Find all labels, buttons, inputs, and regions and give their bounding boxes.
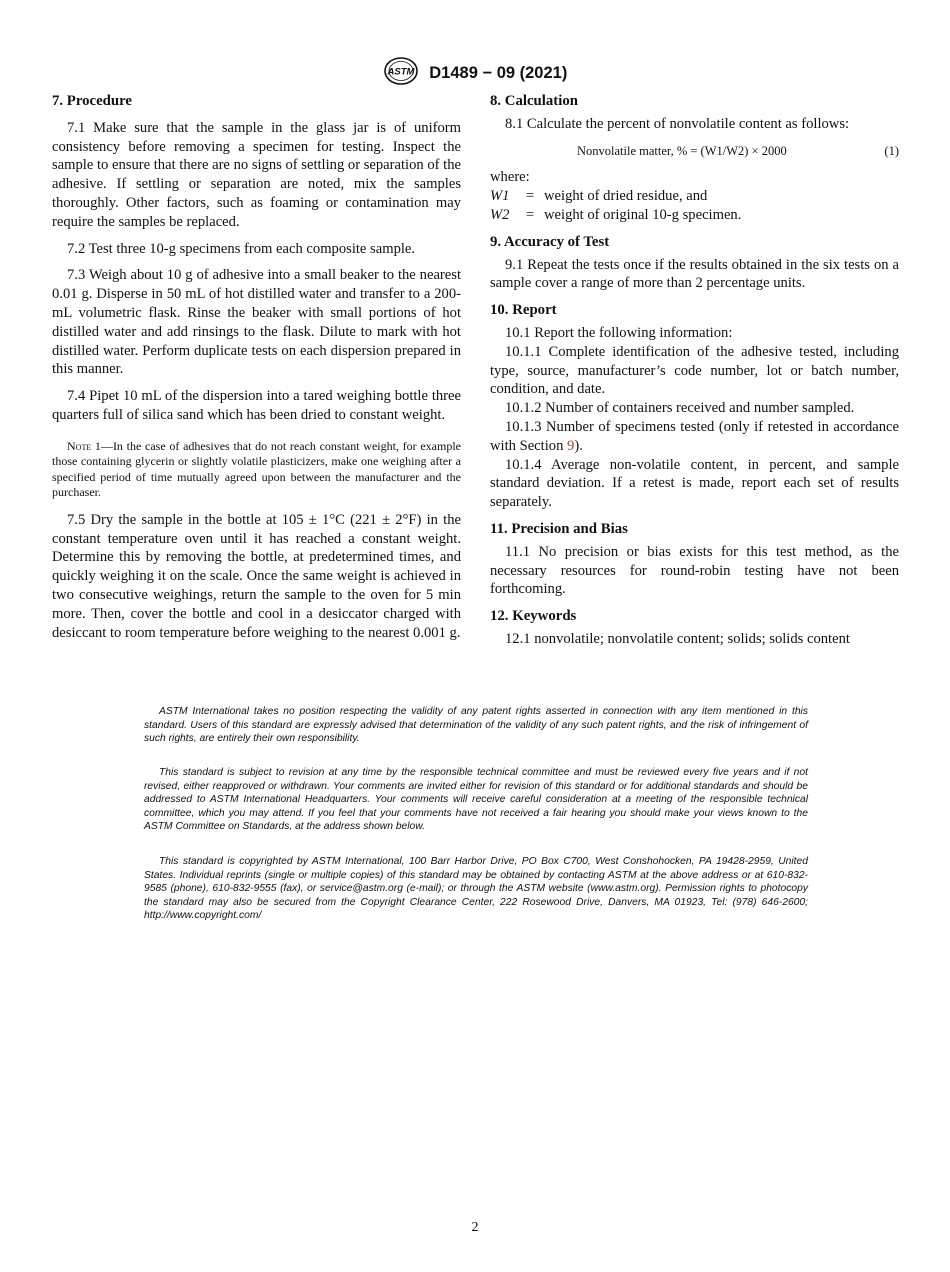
w1-definition: weight of dried residue, and [544, 188, 708, 205]
para-7-4: 7.4 Pipet 10 mL of the dispersion into a tared weighing bottle three quarters full of silica sand which has been dried to constant weight. [52, 388, 461, 423]
note-1 [52, 439, 461, 501]
footer-patent-notice [144, 705, 808, 746]
w2-symbol: W2 [490, 206, 510, 223]
para-11-1: 11.1 No precision or bias exists for this test method, as the necessary resources for round-robin testing have not been forthcoming. [490, 543, 899, 598]
astm-logo-icon [383, 56, 419, 91]
section-7-heading: 7. Procedure [52, 93, 132, 109]
page-number: 2 [471, 1220, 479, 1235]
note-1-label: Note 1 [67, 438, 101, 453]
para-8-1: 8.1 Calculate the percent of nonvolatile content as follows: [505, 115, 850, 132]
para-9-1: 9.1 Repeat the tests once if the results obtained in the six tests on a sample cover a range of more than 2 percentage units. [490, 256, 899, 292]
w1-symbol: W1 [490, 188, 510, 205]
logo-text: ASTM [387, 66, 415, 78]
para-10-1: 10.1 Report the following information: [505, 324, 733, 341]
section-10-heading: 10. Report [490, 302, 557, 319]
where-w1 [490, 187, 899, 206]
section-12-heading: 12. Keywords [490, 608, 577, 625]
footer-patent-text: ASTM International takes no position respecting the validity of any patent rights asserted in connection with any item mentioned in this standard. Users of this standard are expressly advised that determination of the validity of any such patent rights, and the risk of infringement of such rights, are entirely their own responsibility. [144, 706, 808, 745]
section-9-link[interactable]: 9 [567, 437, 575, 454]
para-7-1: 7.1 Make sure that the sample in the glass jar is of uniform consistency before removing a specimen for testing. Inspect the sample to ensure that there are no signs of settling or separation of the adhesive. If settling or separation are noted, mix the samples thoroughly. Other factors, such as foaming or contamination may require the samples be replaced. [52, 119, 461, 230]
page-header [0, 56, 950, 91]
footer-copyright-notice [144, 855, 808, 923]
left-column [52, 92, 461, 650]
equation-1 [490, 142, 899, 161]
footer-revision-notice [144, 766, 808, 834]
note-1-text: —In the case of adhesives that do not reach constant weight, for example those containing glycerin or slightly volatile plasticizers, make one weighing after a specified period of time mutually agreed upon between the manufacturer and the purchaser. [52, 438, 462, 500]
para-10-1-3-end: ). [574, 437, 583, 454]
para-10-1-3 [490, 418, 899, 456]
para-10-1-3-text: 10.1.3 Number of specimens tested (only if retested in accordance with Section [490, 418, 899, 454]
where-w2 [490, 206, 899, 225]
footer-copyright-text: This standard is copyrighted by ASTM International, 100 Barr Harbor Drive, PO Box C700, West Conshohocken, PA 19428-2959, United States. Individual reprints (single or multiple copies) of this standard may be obtained by contacting ASTM at the above address or at 610-832-9585 (phone), 610-832-9555 (fax), or service@astm.org (e-mail); or through the ASTM website (www.astm.org). Permission rights to photocopy the standard may also be secured from the Copyright Clearance Center, 222 Rosewood Drive, Danvers, MA 01923, Tel: (978) 646-2600; http://www.copyright.com/ [144, 856, 808, 922]
where-label: where: [490, 169, 530, 186]
para-10-1-4: 10.1.4 Average non-volatile content, in percent, and sample standard deviation. If a retest is made, report each set of results separately. [490, 456, 899, 511]
right-column [490, 92, 899, 657]
para-10-1-1: 10.1.1 Complete identification of the adhesive tested, including type, source, manufacturer’s code number, lot or batch number, condition, and date. [490, 343, 899, 398]
para-12-1: 12.1 nonvolatile; nonvolatile content; solids; solids content [505, 630, 850, 647]
w2-definition: weight of original 10-g specimen. [544, 206, 742, 223]
para-10-1-2: 10.1.2 Number of containers received and number sampled. [505, 400, 855, 417]
w2-equals: = [525, 206, 535, 223]
footer-revision-text: This standard is subject to revision at any time by the responsible technical committee and must be reviewed every five years and if not revised, either reapproved or withdrawn. Your comments are invited either for revision of this standard or for additional standards and should be addressed to ASTM International Headquarters. Your comments will receive careful consideration at a meeting of the responsible technical committee, which you may attend. If you feel that your comments have not received a fair hearing you should make your views known to the ASTM Committee on Standards, at the address shown below. [144, 767, 808, 833]
para-7-3: 7.3 Weigh about 10 g of adhesive into a small beaker to the nearest 0.01 g. Disperse in 50 mL of hot distilled water and transfer to a 200-mL volumetric flask. Rinse the beaker with small portions of hot distilled water and add rinsings to the flask. Dilute to mark with hot distilled water. Perform duplicate tests on each dispersion prepared in this manner. [52, 267, 461, 378]
equation-number: (1) [884, 143, 899, 158]
equation-text: Nonvolatile matter, % = (W1/W2) × 2000 [577, 143, 787, 158]
para-7-5: 7.5 Dry the sample in the bottle at 105 ± 1°C (221 ± 2°F) in the constant temperature oven until it has reached a constant weight. Determine this by removing the bottle, at predetermined times, and quickly weighing it on the scale. Once the same weight is achieved in two consecutive weighings, return the sample to the oven for 5 min more. Then, cover the bottle and cool in a desiccator charged with desiccant to room temperature before weighing to the nearest 0.001 g. [52, 511, 461, 641]
para-7-2: 7.2 Test three 10-g specimens from each composite sample. [67, 240, 416, 257]
section-8-heading: 8. Calculation [490, 93, 578, 109]
section-11-heading: 11. Precision and Bias [490, 520, 628, 537]
section-9-heading: 9. Accuracy of Test [490, 233, 610, 250]
document-id: D1489 − 09 (2021) [429, 64, 568, 82]
w1-equals: = [525, 188, 535, 205]
